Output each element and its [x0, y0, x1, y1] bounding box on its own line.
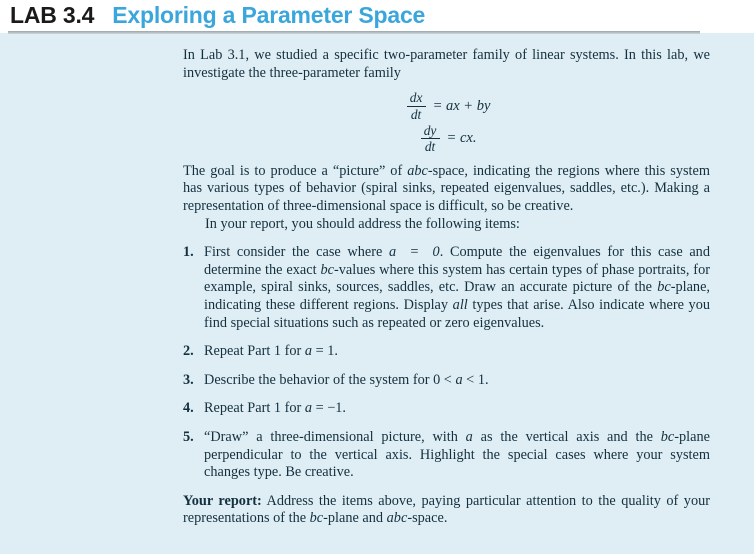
intro-paragraph	[183, 47, 710, 82]
abc-space-term: abc	[386, 510, 408, 527]
fraction-denominator: dt	[410, 106, 422, 122]
list-item-1: 1. First consider the case where a = 0. Compute the eigenvalues for this case and determine the exact bc-values where this system has certain types of phase portraits, for example, spiral sinks, sources, saddles, etc. Draw an accurate picture of the bc-plane, indicating these different regions. Display all types that arise. Also indicate where you find special situations such as repeated or zero eigenvalues.	[183, 244, 711, 331]
fraction-numerator: dx	[409, 90, 423, 106]
your-report-paragraph: Your report: Address the items above, paying particular attention to the quality of your representations of the bc-plane and abc-space.	[183, 492, 711, 527]
param-range-a: 0 < a < 1.	[433, 371, 489, 388]
list-item-5: 5. “Draw” a three-dimensional picture, with a as the vertical axis and the bc-plane perpendicular to the vertical axis. Highlight the special cases where your system changes type. Be creative.	[183, 429, 710, 481]
lab-number: LAB 3.4	[10, 2, 95, 28]
report-intro-text: In your report, you should address the following items:	[205, 215, 520, 232]
fraction-dx-dt	[407, 91, 426, 121]
list-marker: 2.	[183, 343, 194, 360]
bc-term: bc	[657, 279, 671, 296]
goal-paragraph: The goal is to produce a “picture” of abc-space, indicating the regions where this system has various types of behavior (spiral sinks, repeated eigenvalues, saddles, etc.). Making a representation of three-dimensional space is difficult, so be creative.	[183, 162, 711, 215]
list-marker: 1.	[183, 244, 194, 261]
list-marker: 4.	[183, 400, 194, 417]
list-marker: 3.	[183, 371, 194, 388]
display-equations	[183, 91, 710, 154]
intro-text: In Lab 3.1, we studied a specific two-parameter family of linear systems. In this lab, we investigate the three-parameter family	[183, 47, 710, 81]
list-item-3: 3. Describe the behavior of the system for 0 < a < 1.	[183, 371, 489, 388]
report-intro-paragraph	[183, 216, 710, 234]
header-divider	[8, 31, 700, 34]
bc-term: bc	[309, 510, 324, 527]
equation-rhs: = ax + by	[432, 97, 491, 114]
fraction-denominator: dt	[424, 139, 436, 155]
abc-space-term: abc	[407, 162, 428, 179]
lab-content	[0, 33, 754, 528]
lab-header	[0, 0, 754, 33]
param-a: a	[304, 343, 312, 360]
bc-term: bc	[320, 261, 334, 278]
equation-dx-dt	[407, 91, 491, 121]
param-a: a	[304, 400, 312, 417]
param-a: a = 0	[389, 244, 440, 261]
list-marker: 5.	[183, 429, 194, 445]
list-item-2: 2. Repeat Part 1 for a = 1.	[183, 343, 338, 360]
emphasis-all: all	[452, 297, 468, 314]
param-a: a	[465, 429, 473, 445]
assignment-item-list	[183, 244, 710, 482]
list-item-4: 4. Repeat Part 1 for a = −1.	[183, 400, 346, 417]
lab-title: Exploring a Parameter Space	[112, 2, 426, 28]
fraction-numerator: dy	[423, 122, 437, 138]
bc-term: bc	[660, 429, 675, 445]
equation-rhs: = cx.	[446, 129, 477, 146]
fraction-dy-dt	[421, 124, 440, 154]
equation-dy-dt	[421, 124, 477, 154]
your-report-label: Your report:	[183, 492, 262, 509]
